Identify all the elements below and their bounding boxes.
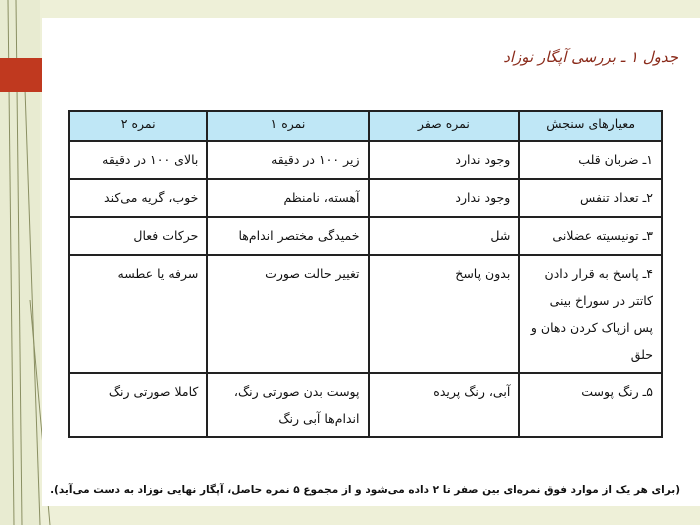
slide	[42, 18, 700, 506]
cell-score-2: خوب، گریه می‌کند	[69, 179, 207, 217]
header-score-1: نمره ۱	[207, 111, 368, 141]
apgar-table	[68, 110, 663, 438]
table-row	[69, 179, 662, 217]
accent-bar	[0, 58, 42, 92]
cell-score-0: وجود ندارد	[369, 141, 520, 179]
table-row	[69, 141, 662, 179]
cell-score-1: تغییر حالت صورت	[207, 255, 368, 373]
cell-score-0: شل	[369, 217, 520, 255]
cell-score-1: زیر ۱۰۰ در دقیقه	[207, 141, 368, 179]
cell-score-1: خمیدگی مختصر اندام‌ها	[207, 217, 368, 255]
cell-criterion: ۲ـ تعداد تنفس	[519, 179, 662, 217]
cell-score-1: پوست بدن صورتی رنگ، اندام‌ها آبی رنگ	[207, 373, 368, 437]
table-title: جدول ۱ ـ بررسی آپگار نوزاد	[503, 48, 678, 66]
header-score-2: نمره ۲	[69, 111, 207, 141]
cell-criterion: ۵ـ رنگ پوست	[519, 373, 662, 437]
cell-score-1: آهسته، نامنظم	[207, 179, 368, 217]
cell-criterion: ۳ـ تونیسیته عضلانی	[519, 217, 662, 255]
cell-score-0: آبی، رنگ پریده	[369, 373, 520, 437]
cell-criterion: ۴ـ پاسخ به قرار دادن کاتتر در سوراخ بینی پس ازپاک کردن دهان و حلق	[519, 255, 662, 373]
table-row	[69, 373, 662, 437]
header-criteria: معیارهای سنجش	[519, 111, 662, 141]
cell-score-2: حرکات فعال	[69, 217, 207, 255]
table-row	[69, 255, 662, 373]
cell-score-0: بدون پاسخ	[369, 255, 520, 373]
cell-score-0: وجود ندارد	[369, 179, 520, 217]
header-score-0: نمره صفر	[369, 111, 520, 141]
cell-criterion: ۱ـ ضربان قلب	[519, 141, 662, 179]
table-footnote: (برای هر یک از موارد فوق نمره‌ای بین صفر تا ۲ داده می‌شود و از مجموع ۵ نمره حاصل، آپگار نهایی نوزاد به دست می‌آید).	[50, 484, 680, 496]
table-header-row	[69, 111, 662, 141]
table-row	[69, 217, 662, 255]
cell-score-2: سرفه یا عطسه	[69, 255, 207, 373]
cell-score-2: کاملا صورتی رنگ	[69, 373, 207, 437]
cell-score-2: بالای ۱۰۰ در دقیقه	[69, 141, 207, 179]
